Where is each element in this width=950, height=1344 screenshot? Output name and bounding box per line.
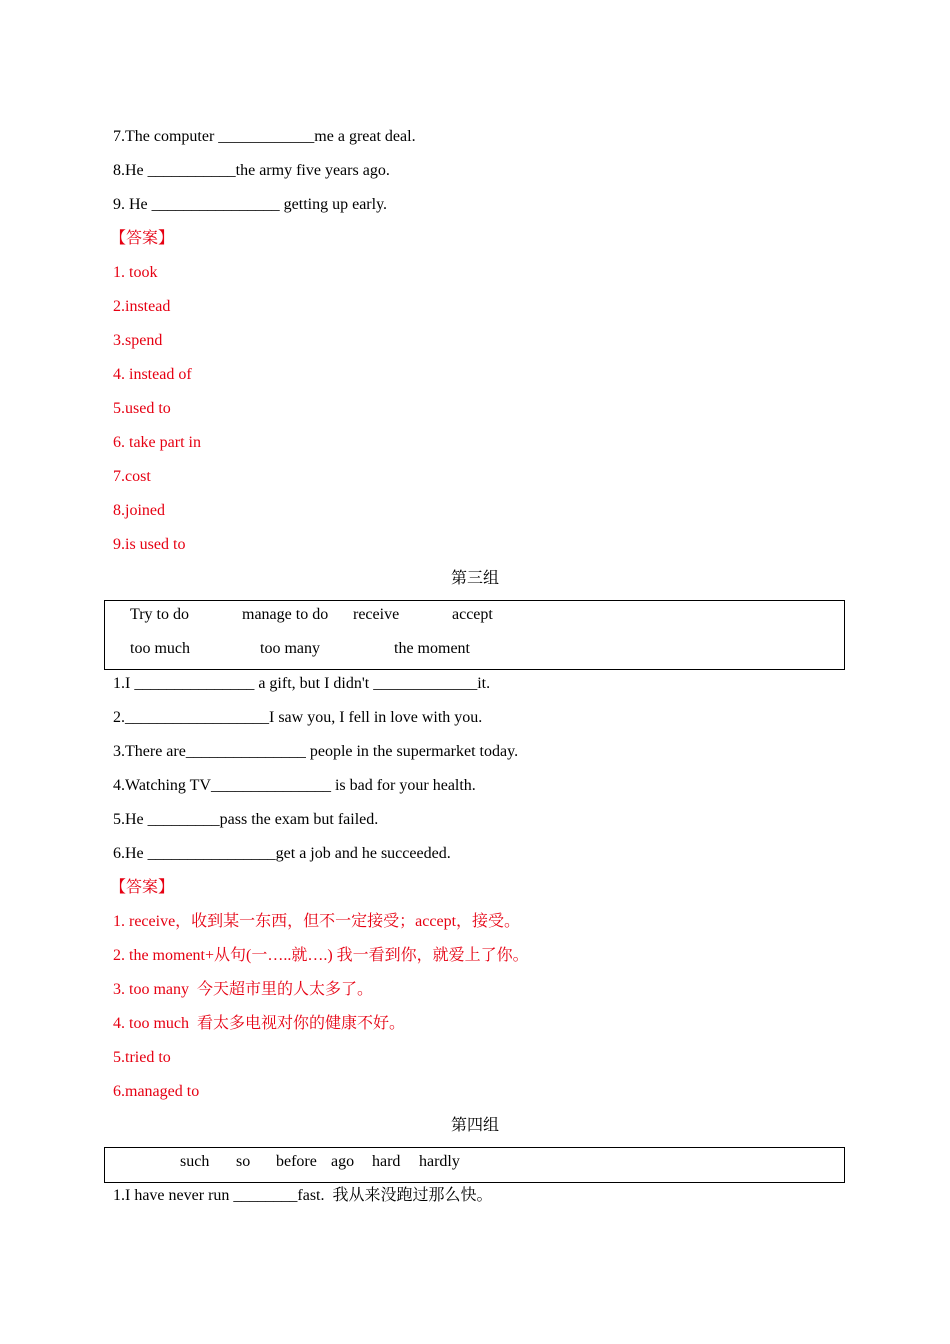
answer-2: 2.instead [113,298,171,315]
question-8: 8.He ___________the army five years ago. [113,162,390,179]
answer-9: 9.is used to [113,536,186,553]
group3-question-1: 1.I _______________ a gift, but I didn't _____________it. [113,675,491,692]
word-box-item: the moment [394,640,470,657]
group3-answer-3: 3. too many 今天超市里的人太多了。 [113,981,373,998]
word-box-item: before [276,1153,317,1170]
group3-answer-5: 5.tried to [113,1049,171,1066]
answer-6: 6. take part in [113,434,201,451]
word-box-item: accept [452,606,493,623]
answer-7: 7.cost [113,468,151,485]
group3-question-3: 3.There are_______________ people in the supermarket today. [113,743,519,760]
group4-word-box [104,1147,845,1183]
group3-question-5: 5.He _________pass the exam but failed. [113,811,379,828]
group3-title: 第三组 [450,570,499,587]
word-box-item: receive [353,606,400,623]
group4-title: 第四组 [450,1117,499,1134]
word-box-item: ago [331,1153,355,1170]
word-box-item: too much [130,640,190,657]
group3-question-4: 4.Watching TV_______________ is bad for your health. [113,777,476,794]
word-box-item: hardly [419,1153,460,1170]
group3-word-box [104,600,845,670]
group3-question-6: 6.He ________________get a job and he succeeded. [113,845,451,862]
word-box-item: too many [260,640,320,657]
group3-answer-6: 6.managed to [113,1083,200,1100]
word-box-item: such [180,1153,210,1170]
group3-question-2: 2.__________________I saw you, I fell in love with you. [113,709,483,726]
answer-5: 5.used to [113,400,171,417]
group3-answer-4: 4. too much 看太多电视对你的健康不好。 [113,1015,405,1032]
question-7: 7.The computer ____________me a great deal. [113,128,416,145]
answer-3: 3.spend [113,332,163,349]
group3-answer-2: 2. the moment+从句(一…..就….) 我一看到你，就爱上了你。 [113,947,529,964]
answer-1: 1. took [113,264,158,281]
answer-label: 【答案】 [110,230,175,247]
group4-question-1: 1.I have never run ________fast. 我从来没跑过那么快。 [113,1187,493,1204]
answer-label: 【答案】 [110,879,175,896]
word-box-item: Try to do [130,606,189,623]
word-box-item: manage to do [242,606,329,623]
group3-answer-1: 1. receive，收到某一东西，但不一定接受；accept，接受。 [113,913,521,930]
word-box-item: so [236,1153,251,1170]
word-box-item: hard [372,1153,401,1170]
answer-4: 4. instead of [113,366,192,383]
question-9: 9. He ________________ getting up early. [113,196,388,213]
answer-8: 8.joined [113,502,165,519]
